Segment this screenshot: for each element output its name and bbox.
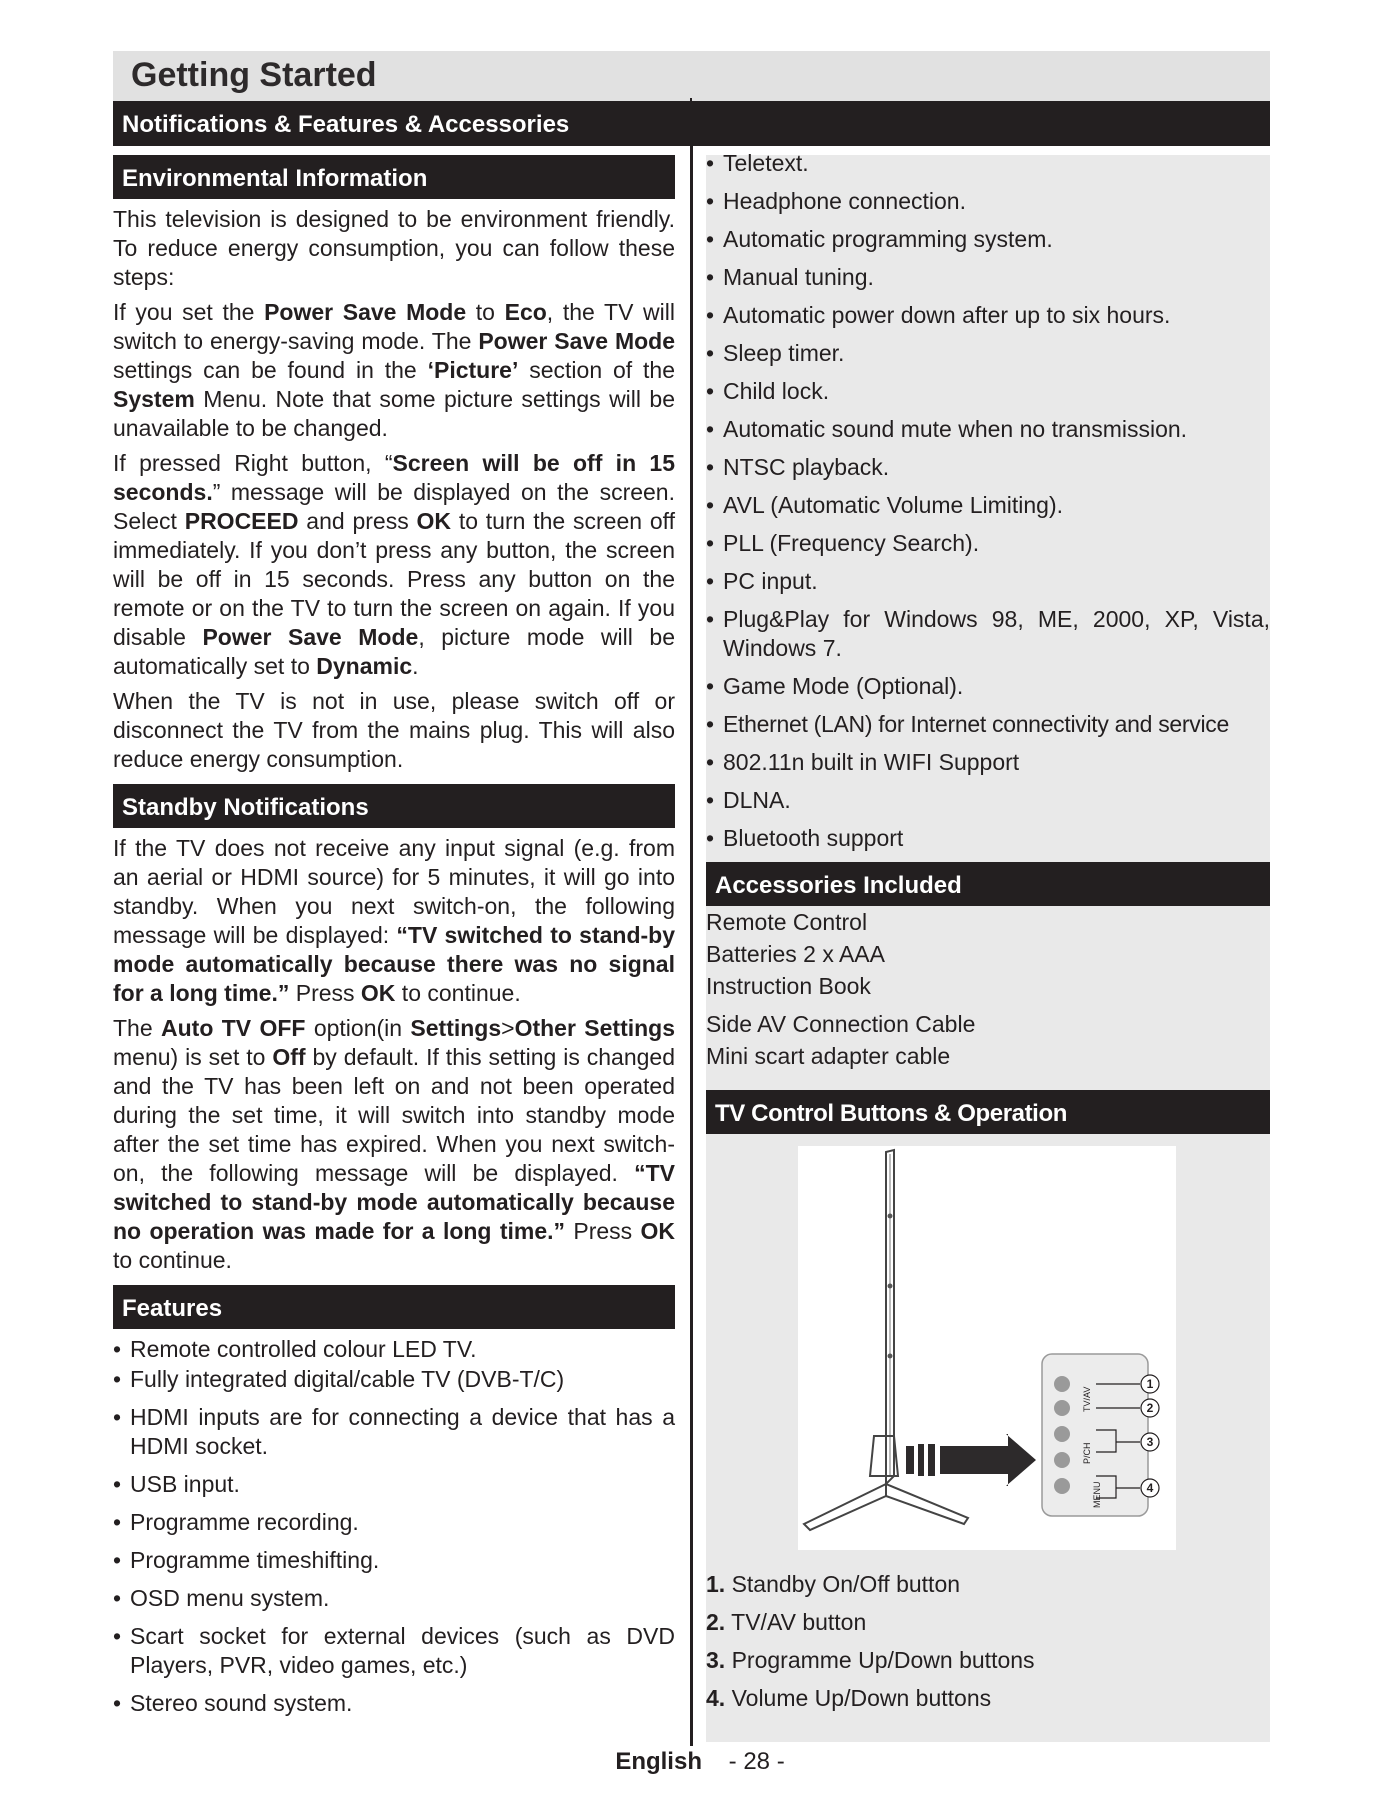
list-item: • Remote controlled colour LED TV. (113, 1335, 675, 1364)
panel-label-pch: P/CH (1082, 1442, 1092, 1464)
list-item: • Programme recording. (113, 1508, 675, 1537)
standby-heading: Standby Notifications (113, 784, 675, 828)
list-item: • Sleep timer. (706, 339, 1270, 368)
list-item: • Game Mode (Optional). (706, 672, 1270, 701)
list-item: • USB input. (113, 1470, 675, 1499)
list-item: 1. Standby On/Off button (706, 1571, 961, 1597)
features-list-left (113, 1335, 675, 1718)
tv-side-illustration (798, 1146, 1176, 1550)
list-item: • Ethernet (LAN) for Internet connectivity and service (706, 710, 1270, 739)
list-item: • Manual tuning. (706, 263, 1270, 292)
list-item: 3. Programme Up/Down buttons (706, 1647, 1035, 1673)
controls-heading: TV Control Buttons & Operation (706, 1090, 1270, 1134)
list-item: Mini scart adapter cable (706, 1043, 951, 1069)
list-item: • OSD menu system. (113, 1584, 675, 1613)
features-list-right (706, 149, 1270, 853)
list-item: • Automatic sound mute when no transmission. (706, 415, 1270, 444)
column-divider (690, 146, 693, 1746)
page-title-band (113, 51, 1270, 101)
page-footer (0, 1748, 1400, 1776)
standby-paragraph-1: If the TV does not receive any input signal (e.g. from an aerial or HDMI source) for 5 minutes, it will go into standby. When you next switch-on, the following message will be displayed: “TV switched to stand-by mode automatically because there was no signal for a long time.” Press OK to continue. (113, 835, 675, 1006)
features-heading: Features (113, 1285, 675, 1329)
list-item: 4. Volume Up/Down buttons (706, 1685, 992, 1711)
panel-label-menu: MENU (1092, 1481, 1102, 1508)
panel-label-tv-av: TV/AV (1082, 1386, 1092, 1412)
section-title-bar (113, 101, 1270, 146)
list-item: • PLL (Frequency Search). (706, 529, 1270, 558)
list-item: • Stereo sound system. (113, 1689, 675, 1718)
page-number: - 28 - (728, 1748, 785, 1775)
environmental-paragraph-3: If pressed Right button, “Screen will be off in 15 seconds.” message will be displayed on the screen. Select PROCEED and press OK to turn the screen off immediately. If you don’t press any button, the screen will be off in 15 seconds. Press any button on the remote or on the TV to turn the screen on again. If you disable Power Save Mode, picture mode will be automatically set to Dynamic. (113, 450, 675, 679)
list-item: • Scart socket for external devices (such as DVD Players, PVR, video games, etc.) (113, 1622, 675, 1680)
left-column (113, 155, 675, 1727)
list-item: • HDMI inputs are for connecting a device that has a HDMI socket. (113, 1403, 675, 1461)
list-item: • Headphone connection. (706, 187, 1270, 216)
controls-list (706, 1570, 1270, 1713)
right-column (706, 150, 1270, 1722)
list-item: Side AV Connection Cable (706, 1011, 976, 1037)
callout-4: 4 (1146, 1481, 1154, 1495)
list-item: Instruction Book (706, 973, 871, 999)
list-item: • PC input. (706, 567, 1270, 596)
standby-paragraph-2: The Auto TV OFF option(in Settings>Other Settings menu) is set to Off by default. If this setting is changed and the TV has been left on and not been operated during the set time, it will switch into standby mode after the set time has expired. When you next switch-on, the following message will be displayed. “TV switched to stand-by mode automatically because no operation was made for a long time.” Press OK to continue. (113, 1015, 676, 1273)
list-item: Batteries 2 x AAA (706, 941, 885, 967)
list-item: • Teletext. (706, 149, 1270, 178)
list-item: • AVL (Automatic Volume Limiting). (706, 491, 1270, 520)
callout-2: 2 (1146, 1401, 1154, 1415)
environmental-heading: Environmental Information (113, 155, 675, 199)
list-item: • Child lock. (706, 377, 1270, 406)
tv-controls-diagram (798, 1146, 1176, 1550)
list-item: • Bluetooth support (706, 824, 1270, 853)
list-item: • 802.11n built in WIFI Support (706, 748, 1270, 777)
section-title: Notifications & Features & Accessories (122, 111, 570, 138)
callout-1: 1 (1146, 1377, 1154, 1391)
list-item: • NTSC playback. (706, 453, 1270, 482)
list-item: • Programme timeshifting. (113, 1546, 675, 1575)
accessories-list (706, 906, 1270, 1072)
list-item: • Automatic programming system. (706, 225, 1270, 254)
callout-3: 3 (1146, 1435, 1154, 1449)
list-item: • Fully integrated digital/cable TV (DVB-T/C) (113, 1365, 675, 1394)
footer-language: English (615, 1748, 702, 1775)
list-item: 2. TV/AV button (706, 1609, 867, 1635)
environmental-paragraph-2: If you set the Power Save Mode to Eco, the TV will switch to energy-saving mode. The Power Save Mode settings can be found in the ‘Picture’ section of the System Menu. Note that some picture settings will be unavailable to be changed. (113, 299, 676, 441)
environmental-paragraph-4: When the TV is not in use, please switch off or disconnect the TV from the mains plug. This will also reduce energy consumption. (113, 688, 675, 772)
list-item: • Automatic power down after up to six hours. (706, 301, 1270, 330)
environmental-paragraph-1: This television is designed to be environment friendly. To reduce energy consumption, you can follow these steps: (113, 206, 675, 290)
list-item: • Plug&Play for Windows 98, ME, 2000, XP, Vista, Windows 7. (706, 605, 1270, 663)
list-item: Remote Control (706, 909, 868, 935)
page-title: Getting Started (131, 56, 377, 94)
accessories-heading: Accessories Included (706, 862, 1270, 906)
list-item: • DLNA. (706, 786, 1270, 815)
